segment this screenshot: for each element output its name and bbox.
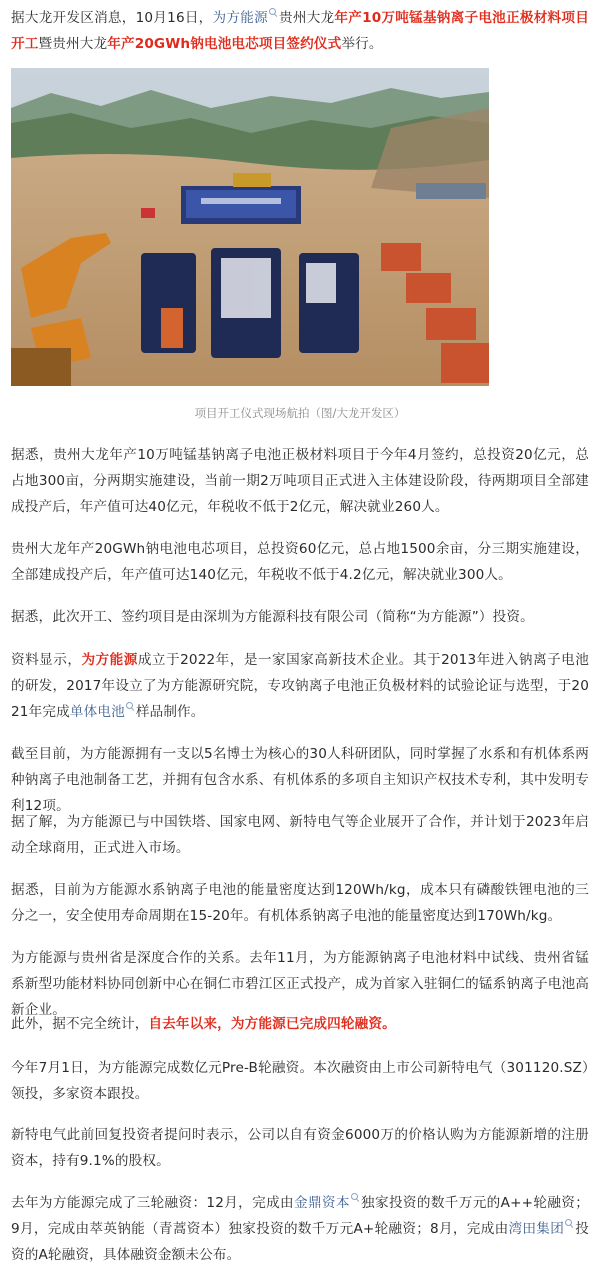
body-text: 资料显示， bbox=[11, 652, 82, 668]
article-paragraph bbox=[11, 1055, 589, 1107]
article-paragraph bbox=[11, 604, 589, 630]
highlight-text: 年产20GWh钠电池电芯项目签约仪式 bbox=[107, 36, 342, 52]
body-text: 截至目前，为方能源拥有一支以5名博士为核心的30人科研团队，同时掌握了水系和有机体系两种钠离子电池制备工艺，并拥有包含水系、有机体系的多项自主知识产权技术专利，其中发明专利12项。 bbox=[11, 746, 589, 814]
article-paragraph bbox=[11, 1122, 589, 1174]
article-paragraph bbox=[11, 741, 589, 819]
body-text: 投资的A轮融资，具体融资金额未公布。 bbox=[11, 1221, 589, 1263]
keyword-link[interactable]: 湾田集团 bbox=[508, 1221, 565, 1237]
article-paragraph bbox=[11, 1011, 589, 1037]
highlight-text: 年产10万吨锰基钠离子电池正极材料项目开工 bbox=[11, 10, 589, 52]
body-text: 为方能源与贵州省是深度合作的关系。去年11月，为方能源钠离子电池材料中试线、贵州省锰系新型功能材料协同创新中心在铜仁市碧江区正式投产，成为首家入驻铜仁的锰系钠离子电池高新企业。 bbox=[11, 950, 589, 1018]
search-icon[interactable] bbox=[269, 8, 276, 15]
keyword-link[interactable]: 为方能源 bbox=[212, 10, 268, 26]
body-text: 据悉，贵州大龙年产10万吨锰基钠离子电池正极材料项目于今年4月签约，总投资20亿元，总占地300亩，分两期实施建设，当前一期2万吨项目正式进入主体建设阶段，待两期项目全部建成投产后，年产值可达40亿元，年税收不低于2亿元，解决就业260人。 bbox=[11, 447, 589, 515]
body-text: 去年为方能源完成了三轮融资：12月，完成由 bbox=[11, 1195, 294, 1211]
article-paragraph bbox=[11, 442, 589, 520]
keyword-link[interactable]: 单体电池 bbox=[69, 704, 125, 720]
search-icon[interactable] bbox=[565, 1219, 572, 1226]
body-text: 据悉，目前为方能源水系钠离子电池的能量密度达到120Wh/kg，成本只有磷酸铁锂电池的三分之一，安全使用寿命周期在15-20年。有机体系钠离子电池的能量密度达到170Wh/kg。 bbox=[11, 882, 589, 924]
body-text: 样品制作。 bbox=[135, 704, 205, 720]
article-paragraph bbox=[11, 809, 589, 861]
body-text: 贵州大龙 bbox=[278, 10, 335, 26]
body-text: 举行。 bbox=[341, 36, 383, 52]
body-text: 独家投资的数千万元的A++轮融资；9月，完成由萃英钠能（青蒿资本）独家投资的数千万元A+轮融资；8月，完成由 bbox=[11, 1195, 589, 1237]
search-icon[interactable] bbox=[351, 1193, 358, 1200]
body-text: 此外，据不完全统计， bbox=[11, 1016, 149, 1032]
body-text: 今年7月1日，为方能源完成数亿元Pre-B轮融资。本次融资由上市公司新特电气（301120.SZ）领投，多家资本跟投。 bbox=[11, 1060, 589, 1102]
body-text: 据了解，为方能源已与中国铁塔、国家电网、新特电气等企业展开了合作，并计划于2023年启动全球商用，正式进入市场。 bbox=[11, 814, 589, 856]
keyword-link[interactable]: 金鼎资本 bbox=[294, 1195, 350, 1211]
ceremony-aerial-photo bbox=[11, 68, 489, 386]
highlight-text: 为方能源 bbox=[81, 652, 138, 668]
body-text: 新特电气此前回复投资者提问时表示，公司以自有资金6000万的价格认购为方能源新增的注册资本，持有9.1%的股权。 bbox=[11, 1127, 589, 1169]
body-text: 贵州大龙年产20GWh钠电池电芯项目，总投资60亿元，总占地1500余亩，分三期实施建设，全部建成投产后，年产值可达140亿元，年税收不低于4.2亿元，解决就业300人。 bbox=[11, 541, 589, 583]
body-text: 成立于2022年，是一家国家高新技术企业。其于2013年进入钠离子电池的研发，2017年设立了为方能源研究院，专攻钠离子电池正负极材料的试验论证与选型，于2021年完成 bbox=[11, 652, 589, 720]
photo-caption: 项目开工仪式现场航拍（图/大龙开发区） bbox=[194, 406, 406, 420]
article-paragraph bbox=[11, 5, 589, 57]
article-paragraph bbox=[11, 536, 589, 588]
search-icon[interactable] bbox=[126, 702, 133, 709]
article-paragraph bbox=[11, 647, 589, 725]
article-paragraph bbox=[11, 1190, 589, 1268]
body-text: 据悉，此次开工、签约项目是由深圳为方能源科技有限公司（简称“为方能源”）投资。 bbox=[11, 609, 534, 625]
body-text: 据大龙开发区消息，10月16日， bbox=[11, 10, 213, 26]
article-paragraph bbox=[11, 877, 589, 929]
body-text: 暨贵州大龙 bbox=[38, 36, 108, 52]
highlight-text: 自去年以来，为方能源已完成四轮融资。 bbox=[148, 1016, 396, 1032]
